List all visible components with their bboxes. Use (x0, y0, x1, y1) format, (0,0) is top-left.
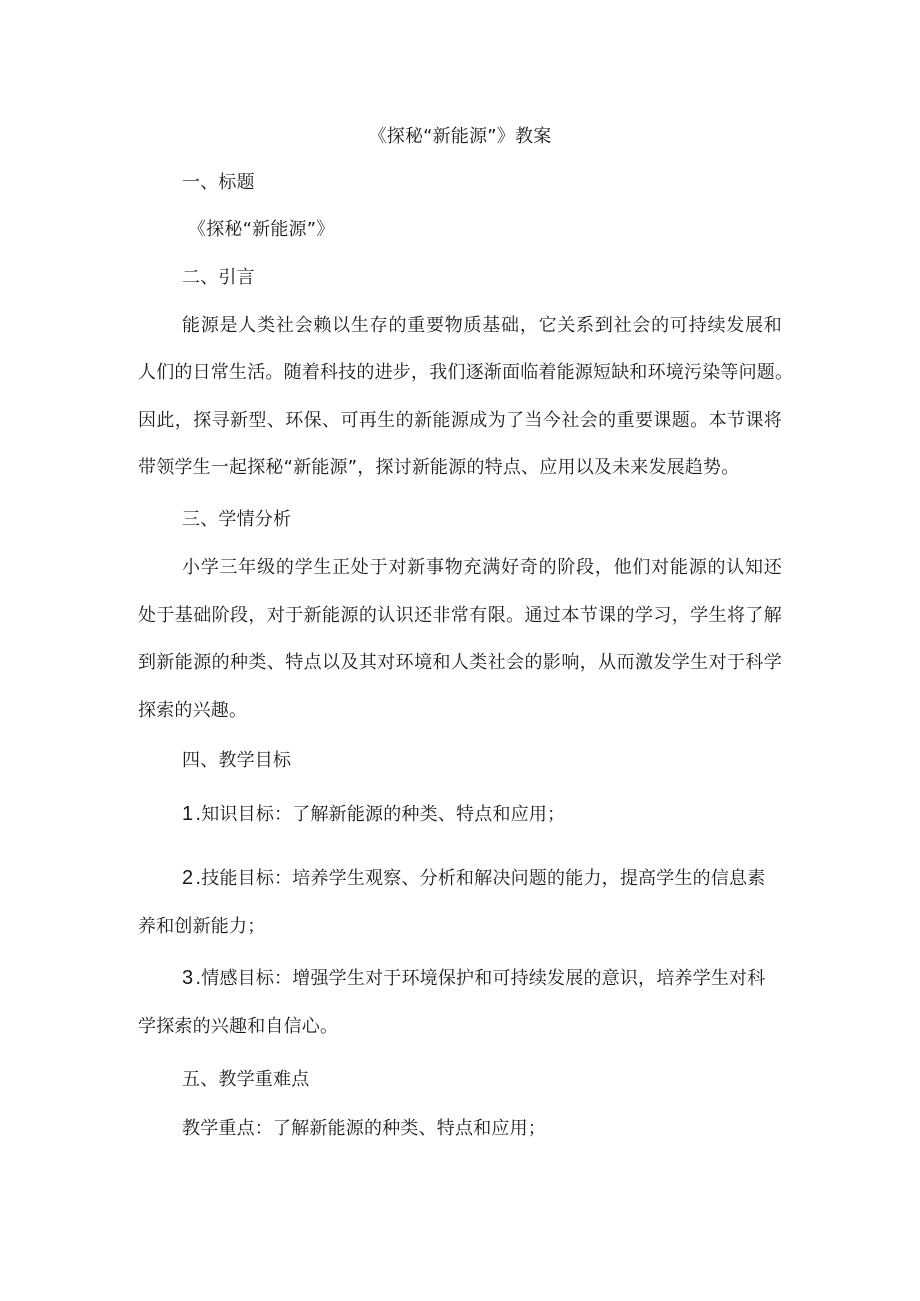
analysis-line-4: 探索的兴趣。 (138, 700, 248, 721)
objective-text: .知识目标：了解新能源的种类、特点和应用； (195, 804, 566, 825)
section-heading-objectives: 四、教学目标 (182, 750, 292, 771)
objective-text: .情感目标：增强学生对于环境保护和可持续发展的意识，培养学生对科 (195, 968, 766, 989)
objective-item-1 (182, 802, 565, 827)
intro-line-2: 人们的日常生活。随着科技的进步，我们逐渐面临着能源短缺和环境污染等问题。 (138, 362, 794, 383)
intro-line-4: 带领学生一起探秘“新能源”，探讨新能源的特点、应用以及未来发展趋势。 (138, 457, 740, 478)
analysis-line-3: 到新能源的种类、特点以及其对环境和人类社会的影响，从而激发学生对于科学 (138, 652, 782, 673)
objective-number: 2 (182, 867, 194, 889)
key-point-line: 教学重点：了解新能源的种类、特点和应用； (182, 1118, 546, 1139)
lesson-name: 《探秘“新能源”》 (188, 219, 335, 240)
intro-line-1: 能源是人类社会赖以生存的重要物质基础，它关系到社会的可持续发展和 (182, 315, 782, 336)
section-heading-introduction: 二、引言 (182, 267, 255, 288)
objective-item-3-continued: 学探索的兴趣和自信心。 (138, 1016, 339, 1037)
section-heading-title: 一、标题 (182, 172, 255, 193)
objective-number: 3 (182, 967, 194, 989)
objective-item-3 (182, 966, 782, 991)
intro-line-3: 因此，探寻新型、环保、可再生的新能源成为了当今社会的重要课题。本节课将 (138, 410, 782, 431)
document-title: 《探秘“新能源”》教案 (368, 126, 552, 147)
objective-text: .技能目标：培养学生观察、分析和解决问题的能力，提高学生的信息素 (195, 868, 766, 889)
analysis-line-1: 小学三年级的学生正处于对新事物充满好奇的阶段，他们对能源的认知还 (182, 557, 782, 578)
objective-item-2 (182, 866, 782, 891)
section-heading-key-points: 五、教学重难点 (182, 1069, 310, 1090)
objective-number: 1 (182, 803, 194, 825)
objective-item-2-continued: 养和创新能力； (138, 916, 266, 937)
section-heading-learner-analysis: 三、学情分析 (182, 509, 292, 530)
analysis-line-2: 处于基础阶段，对于新能源的认识还非常有限。通过本节课的学习，学生将了解 (138, 605, 782, 626)
